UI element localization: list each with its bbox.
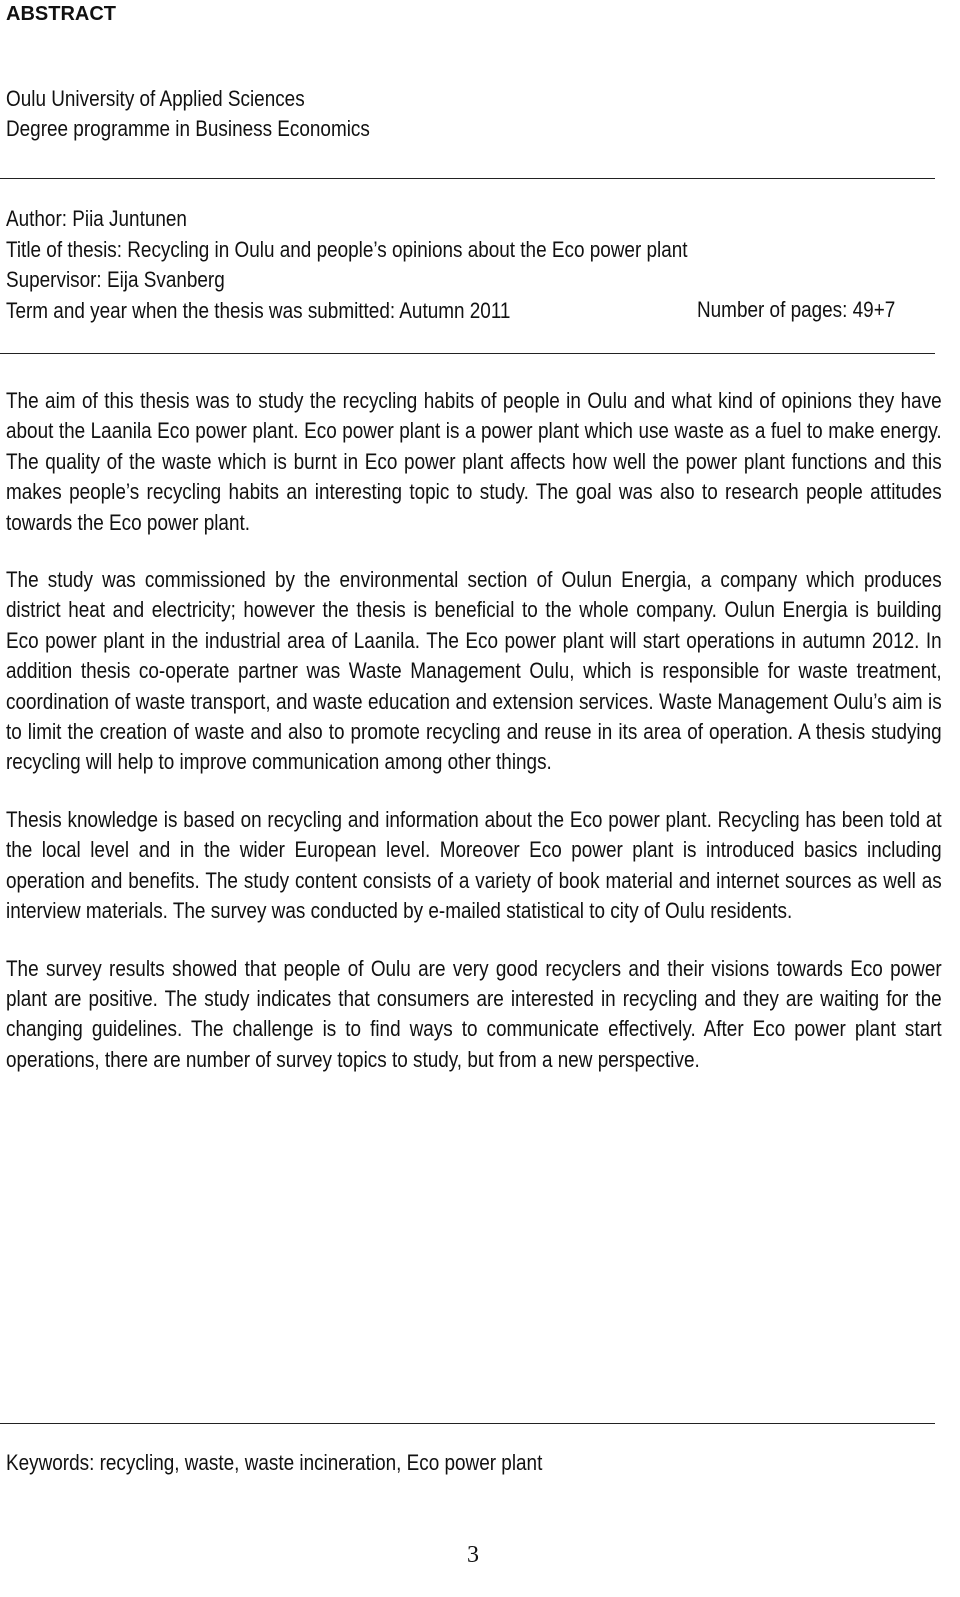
page-number: 3 [467,1542,479,1568]
divider-middle [0,353,935,354]
thesis-meta [6,204,688,326]
abstract-paragraph-3: Thesis knowledge is based on recycling and information about the Eco power plant. Recycling has been told at the local level and in the wider European level. Moreover Eco power plant is introduced basics including operation and benefits. The study content consists of a variety of book material and internet sources as well as interview materials. The survey was conducted by e-mailed statistical to city of Oulu residents. [6,806,942,924]
number-of-pages: Number of pages: 49+7 [697,297,896,322]
abstract-body [6,386,942,1102]
supervisor-line: Supervisor: Eija Svanberg [6,267,225,292]
abstract-paragraph-2: The study was commissioned by the environmental section of Oulun Energia, a company which produces district heat and electricity; however the thesis is beneficial to the whole company. Oulun Energia is building Eco power plant in the industrial area of Laanila. The Eco power plant will start operations in autumn 2012. In addition thesis co-operate partner was Waste Management Oulu, which is responsible for waste treatment, coordination of waste transport, and waste education and extension services. Waste Management Oulu’s aim is to limit the creation of waste and also to promote recycling and reuse in its area of operation. A thesis studying recycling will help to improve communication among other things. [6,567,942,775]
divider-bottom [0,1423,935,1424]
page-heading: ABSTRACT [6,3,116,25]
abstract-paragraph-4: The survey results showed that people of Oulu are very good recyclers and their visions towards Eco power plant are positive. The study indicates that consumers are interested in recycling and they are waiting for the changing guidelines. The challenge is to find ways to communicate effectively. After Eco power plant start operations, there are number of survey topics to study, but from a new perspective. [6,955,942,1072]
university-name: Oulu University of Applied Sciences [6,86,305,111]
abstract-paragraph-1: The aim of this thesis was to study the recycling habits of people in Oulu and what kind of opinions they have about the Laanila Eco power plant. Eco power plant is a power plant which use waste as a fuel to make energy. The quality of the waste which is burnt in Eco power plant affects how well the power plant functions and this makes people’s recycling habits an interesting topic to study. The goal was also to research people attitudes towards the Eco power plant. [6,388,942,535]
author-line: Author: Piia Juntunen [6,206,187,231]
degree-programme: Degree programme in Business Economics [6,116,370,141]
divider-top [0,178,935,179]
institution-block [6,84,370,144]
term-line: Term and year when the thesis was submitted: Autumn 2011 [6,297,511,323]
keywords-line: Keywords: recycling, waste, waste incineration, Eco power plant [6,1450,543,1475]
thesis-title-line: Title of thesis: Recycling in Oulu and people’s opinions about the Eco power plant [6,236,688,262]
